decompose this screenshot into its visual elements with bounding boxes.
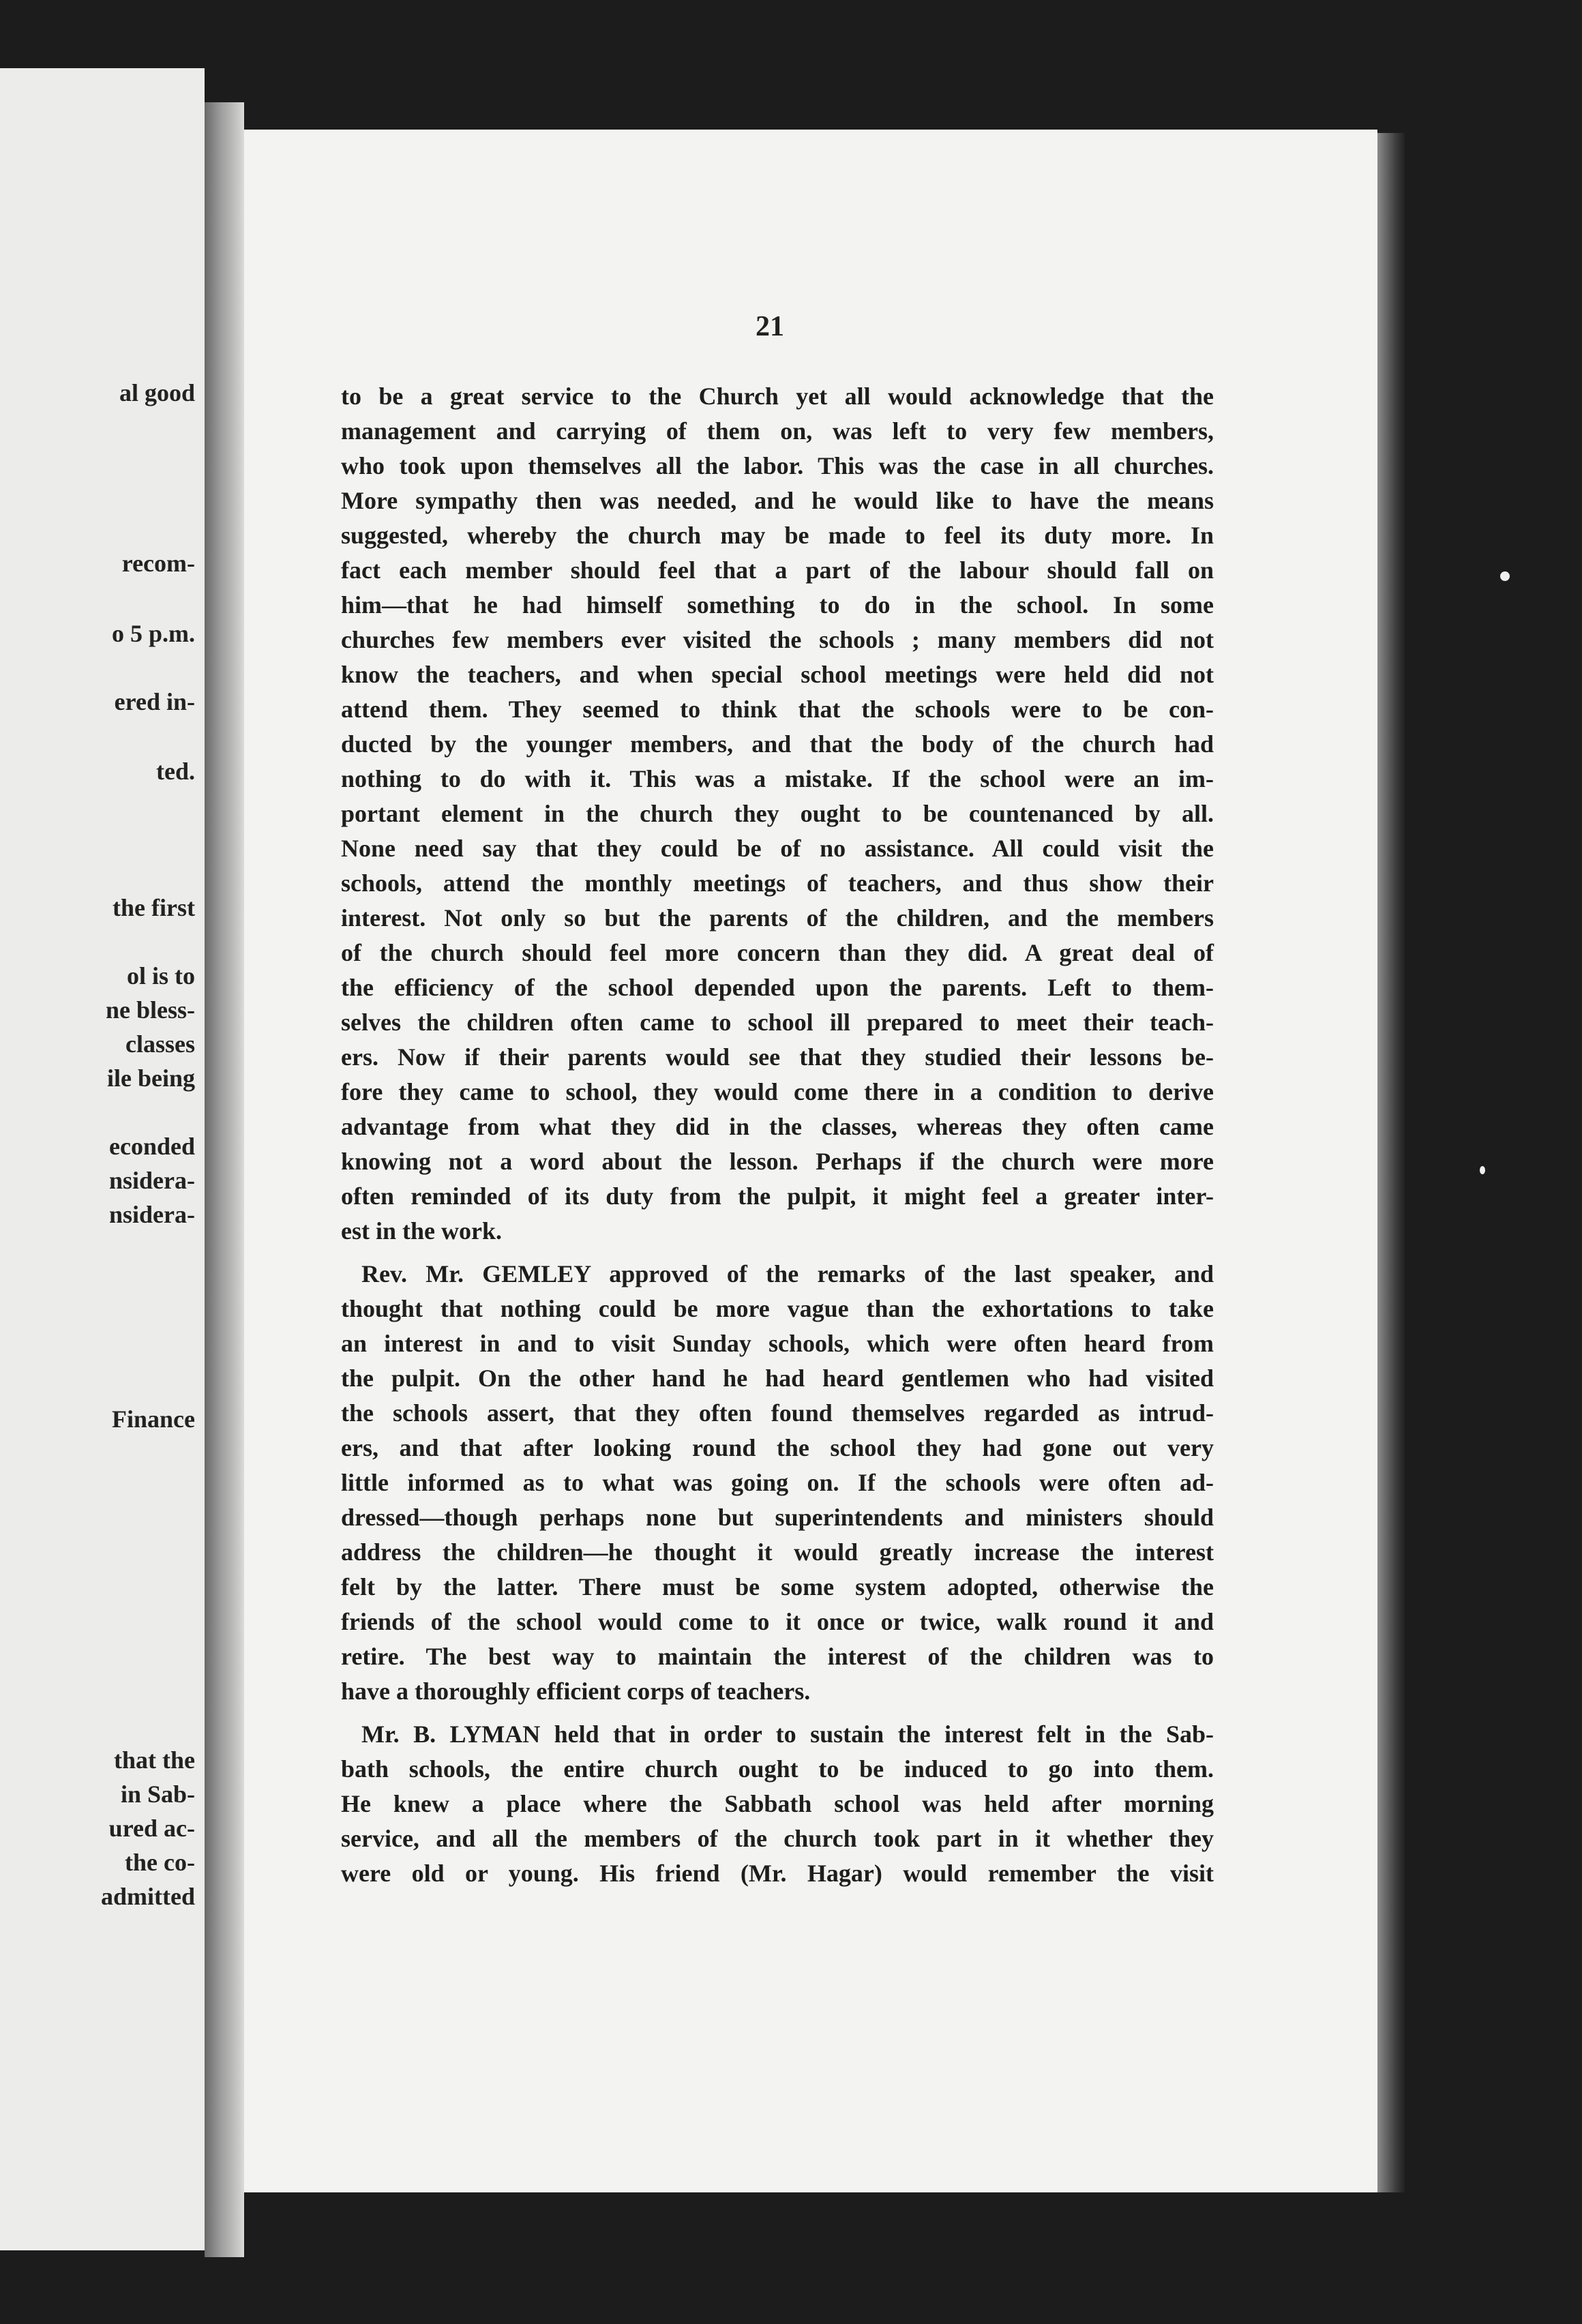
paragraph-start-line: Rev. Mr. GEMLEY approved of the remarks of the last speaker, and	[361, 1260, 1214, 1287]
text-line: dressed—though perhaps none but superintendents and ministers should	[341, 1504, 1214, 1531]
film-speck	[1480, 1166, 1485, 1174]
left-line: admitted	[101, 1883, 195, 1910]
text-line: who took upon themselves all the labor. This was the case in all churches.	[341, 452, 1214, 479]
text-line: churches few members ever visited the schools ; many members did not	[341, 626, 1214, 653]
text-line: ers. Now if their parents would see that they studied their lessons be-	[341, 1043, 1214, 1071]
text-line: know the teachers, and when special school meetings were held did not	[341, 661, 1214, 688]
text-line: fact each member should feel that a part of the labour should fall on	[341, 556, 1214, 584]
text-line: to be a great service to the Church yet all would acknowledge that the	[341, 383, 1214, 410]
left-line: nsidera-	[109, 1167, 195, 1194]
left-line: in Sab-	[120, 1781, 195, 1808]
book-gutter	[205, 102, 244, 2257]
left-line: nsidera-	[109, 1201, 195, 1228]
text-line: often reminded of its duty from the pulpit, it might feel a greater inter-	[341, 1182, 1214, 1210]
left-line: al good	[119, 379, 195, 406]
text-line: nothing to do with it. This was a mistake. If the school were an im-	[341, 765, 1214, 792]
text-line: He knew a place where the Sabbath school was held after morning	[341, 1790, 1214, 1817]
text-line: advantage from what they did in the classes, whereas they often came	[341, 1113, 1214, 1140]
text-line: retire. The best way to maintain the interest of the children was to	[341, 1643, 1214, 1670]
text-line: fore they came to school, they would come there in a condition to derive	[341, 1078, 1214, 1105]
left-line: that the	[114, 1746, 195, 1774]
text-line: bath schools, the entire church ought to be induced to go into them.	[341, 1755, 1214, 1783]
left-line: classes	[125, 1030, 195, 1058]
text-line: felt by the latter. There must be some system adopted, otherwise the	[341, 1573, 1214, 1600]
text-line: thought that nothing could be more vague than the exhortations to take	[341, 1295, 1214, 1322]
paragraph-start-line: Mr. B. LYMAN held that in order to sustain the interest felt in the Sab-	[361, 1720, 1214, 1748]
left-line: the first	[113, 894, 195, 921]
text-line: of the church should feel more concern than they did. A great deal of	[341, 939, 1214, 966]
film-speck	[1500, 571, 1510, 581]
text-line: ducted by the younger members, and that the body of the church had	[341, 730, 1214, 758]
left-line: Finance	[112, 1405, 195, 1433]
page-edge	[1377, 133, 1405, 2192]
left-line: econded	[109, 1133, 195, 1160]
left-line: o 5 p.m.	[111, 620, 195, 647]
left-page	[0, 68, 205, 2250]
text-line: None need say that they could be of no assistance. All could visit the	[341, 835, 1214, 862]
text-line: interest. Not only so but the parents of the children, and the members	[341, 904, 1214, 932]
text-line: selves the children often came to school ill prepared to meet their teach-	[341, 1009, 1214, 1036]
left-line: ured ac-	[108, 1815, 195, 1842]
text-line: est in the work.	[341, 1217, 502, 1245]
text-line: the efficiency of the school depended upon the parents. Left to them-	[341, 974, 1214, 1001]
text-line: were old or young. His friend (Mr. Hagar) would remember the visit	[341, 1860, 1214, 1887]
text-line: knowing not a word about the lesson. Perhaps if the church were more	[341, 1148, 1214, 1175]
text-line: an interest in and to visit Sunday schools, which were often heard from	[341, 1330, 1214, 1357]
left-line: recom-	[121, 550, 195, 577]
text-line: the schools assert, that they often found themselves regarded as intrud-	[341, 1399, 1214, 1427]
text-line: little informed as to what was going on. If the schools were often ad-	[341, 1469, 1214, 1496]
text-line: service, and all the members of the church took part in it whether they	[341, 1825, 1214, 1852]
text-line: the pulpit. On the other hand he had heard gentlemen who had visited	[341, 1365, 1214, 1392]
text-line: attend them. They seemed to think that the schools were to be con-	[341, 696, 1214, 723]
text-line: him—that he had himself something to do in the school. In some	[341, 591, 1214, 619]
left-line: ne bless-	[105, 996, 195, 1024]
text-line: have a thoroughly efficient corps of teachers.	[341, 1678, 811, 1705]
text-line: More sympathy then was needed, and he would like to have the means	[341, 487, 1214, 514]
text-line: address the children—he thought it would greatly increase the interest	[341, 1538, 1214, 1566]
left-line: ted.	[156, 758, 195, 785]
text-line: friends of the school would come to it once or twice, walk round it and	[341, 1608, 1214, 1635]
text-line: ers, and that after looking round the school they had gone out very	[341, 1434, 1214, 1461]
left-line: ol is to	[126, 962, 195, 989]
text-line: suggested, whereby the church may be made to feel its duty more. In	[341, 522, 1214, 549]
page-number: 21	[756, 311, 784, 342]
left-line: ile being	[106, 1064, 195, 1092]
text-line: portant element in the church they ought to be countenanced by all.	[341, 800, 1214, 827]
text-line: management and carrying of them on, was left to very few members,	[341, 417, 1214, 445]
left-line: ered in-	[114, 688, 195, 715]
text-line: schools, attend the monthly meetings of teachers, and thus show their	[341, 869, 1214, 897]
left-line: the co-	[125, 1849, 195, 1876]
